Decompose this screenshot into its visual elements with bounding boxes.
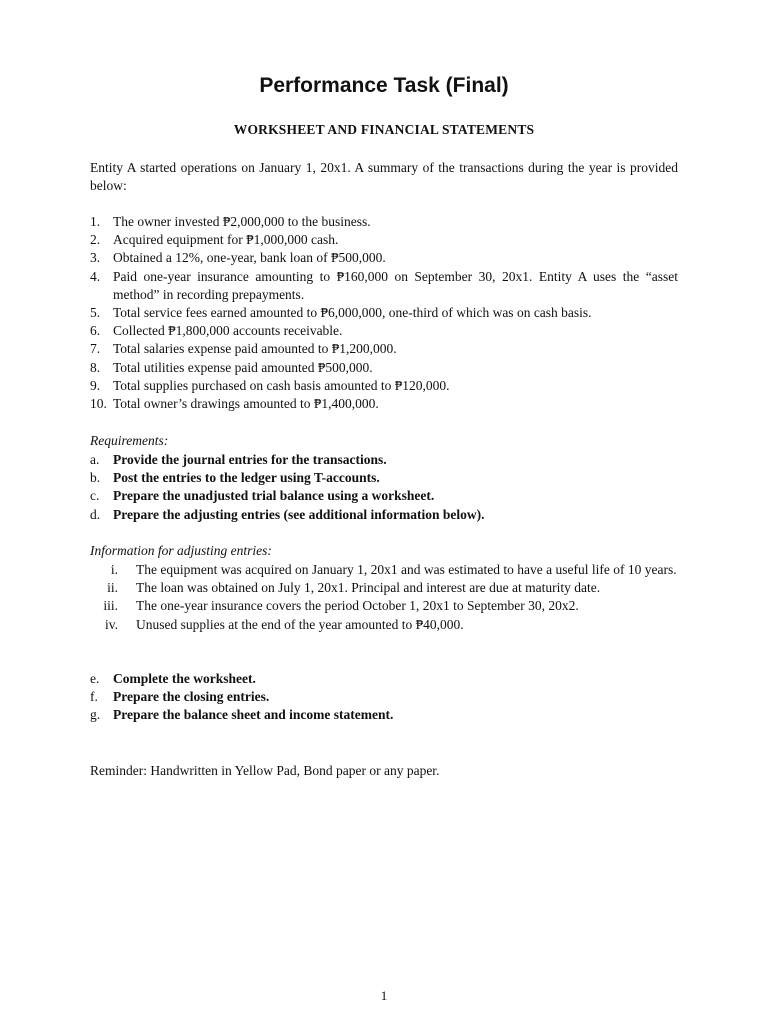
item-text: Post the entries to the ledger using T-accounts. [113,470,380,486]
list-item [90,249,678,267]
item-text: The owner invested ₱2,000,000 to the business. [113,214,371,229]
list-item [90,597,678,615]
item-text: Unused supplies at the end of the year amounted to ₱40,000. [136,616,464,632]
item-text: Paid one-year insurance amounting to ₱160,000 on September 30, 20x1. Entity A uses the “asset method” in recording prepayments. [113,268,678,302]
list-item [90,304,678,322]
item-roman-numeral: iv. [105,616,118,632]
requirements-continued-list [90,670,678,725]
page-title: Performance Task (Final) [259,74,509,97]
page-number: 1 [380,988,388,1003]
item-text: Total salaries expense paid amounted to ₱1,200,000. [113,341,397,357]
list-item [90,487,678,505]
item-text: Collected ₱1,800,000 accounts receivable. [113,323,343,339]
item-number: 7. [90,341,101,357]
list-item [90,340,678,358]
list-item [90,506,678,524]
list-item [90,268,678,304]
list-item [90,231,678,249]
list-item [90,469,678,487]
item-text: Obtained a 12%, one-year, bank loan of ₱500,000. [113,250,386,266]
item-text: Prepare the adjusting entries (see additional information below). [113,506,485,522]
item-text: Prepare the balance sheet and income statement. [113,707,394,723]
item-letter: d. [90,506,101,522]
item-text: The one-year insurance covers the period October 1, 20x1 to September 30, 20x2. [136,598,579,614]
item-number: 5. [90,305,101,321]
item-number: 6. [90,323,101,339]
item-letter: g. [90,707,101,723]
requirements-label: Requirements: [90,433,169,448]
item-number: 3. [90,250,101,266]
adjusting-info-list [90,561,678,634]
list-item [90,706,678,724]
item-text: Complete the worksheet. [113,671,256,686]
list-item [90,451,678,469]
item-letter: c. [90,488,100,504]
list-item [90,377,678,395]
adjusting-info-label: Information for adjusting entries: [90,543,272,558]
item-number: 9. [90,377,101,393]
item-roman-numeral: iii. [103,598,118,614]
list-item [90,322,678,340]
item-number: 4. [90,268,101,284]
item-text: Prepare the closing entries. [113,689,270,705]
item-text: Prepare the unadjusted trial balance using a worksheet. [113,488,435,504]
list-item [90,213,678,231]
list-item [90,670,678,688]
list-item [90,561,678,579]
item-text: Acquired equipment for ₱1,000,000 cash. [113,232,339,248]
item-text: Total utilities expense paid amounted ₱500,000. [113,359,373,375]
item-number: 1. [90,214,101,229]
item-text: Total service fees earned amounted to ₱6,000,000, one-third of which was on cash basis. [113,305,592,321]
item-letter: e. [90,671,100,686]
list-item [90,359,678,377]
item-number: 10. [90,396,107,412]
reminder-text: Reminder: Handwritten in Yellow Pad, Bond paper or any paper. [90,763,440,778]
list-item [90,688,678,706]
item-letter: a. [90,452,100,467]
item-roman-numeral: ii. [107,580,118,596]
item-text: Total supplies purchased on cash basis amounted to ₱120,000. [113,377,450,393]
item-text: The loan was obtained on July 1, 20x1. Principal and interest are due at maturity date. [136,580,601,596]
requirements-list [90,451,678,524]
item-letter: b. [90,470,101,486]
transactions-list [90,213,678,413]
item-text: Provide the journal entries for the transactions. [113,452,387,467]
item-text: Total owner’s drawings amounted to ₱1,400,000. [113,396,379,412]
item-roman-numeral: i. [110,562,118,577]
item-number: 2. [90,232,101,248]
list-item [90,579,678,597]
item-number: 8. [90,359,101,375]
item-letter: f. [90,689,98,705]
list-item [90,616,678,634]
list-item [90,395,678,413]
item-text: The equipment was acquired on January 1, 20x1 and was estimated to have a useful life of 10 years. [136,562,677,577]
intro-paragraph: Entity A started operations on January 1, 20x1. A summary of the transactions during the year is provided below: [90,160,678,194]
section-heading: WORKSHEET AND FINANCIAL STATEMENTS [233,122,535,137]
